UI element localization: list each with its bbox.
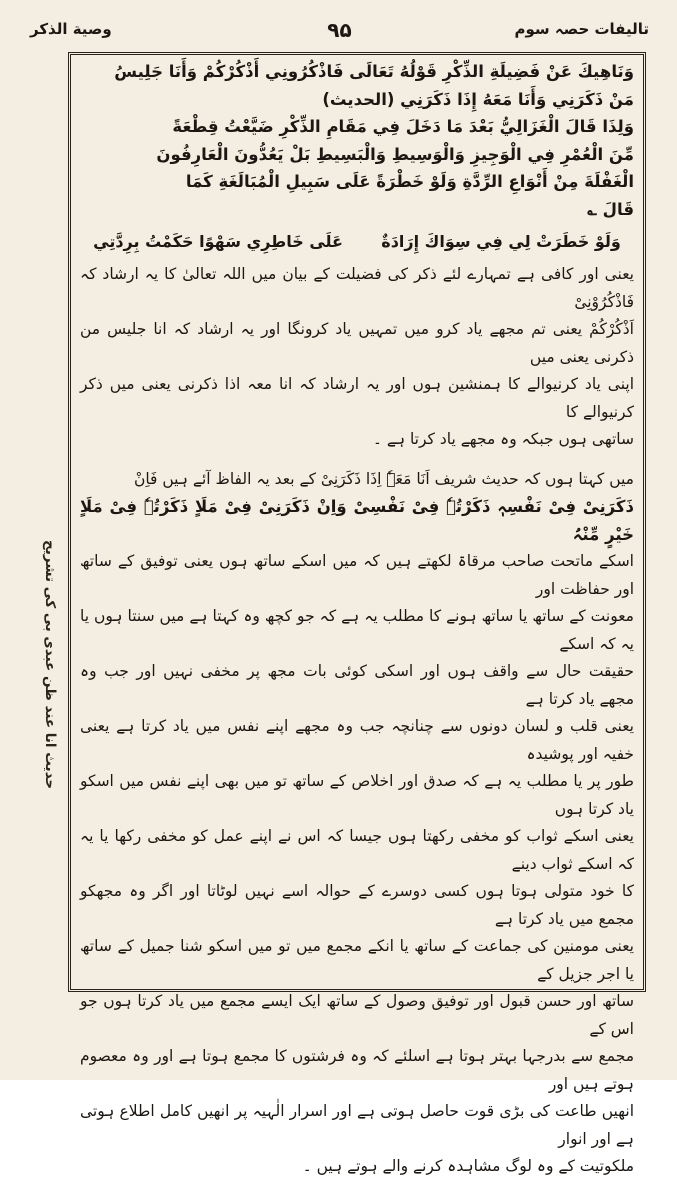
margin-note: حدیث انا عند ظن عبدی بی کی تشریح [42, 540, 58, 790]
text-line: انھیں طاعت کی بڑی قوت حاصل ہوتی ہے اور اسرار الٰہیہ پر انھیں کامل اطلاع ہوتی ہے اور انوار [80, 1102, 634, 1148]
text-line: یعنی اور کافی ہے تمہارے لئے ذکر کی فضیلت کے بیان میں اللہ تعالیٰ کا یہ ارشاد کہ فَاذْکُرُوْنِیْ [80, 265, 634, 311]
page-header [30, 18, 649, 52]
text-line: ساتھ اور حسن قبول اور توفیق وصول کے ساتھ ایک ایسے مجمع میں یاد کرتا ہوں جو اس کے [80, 992, 634, 1038]
text-line: اسکے ماتحت صاحب مرقاۃ لکھتے ہیں کہ میں اسکے ساتھ ہوں یعنی توفیق کے ساتھ اور حفاظت اور [80, 552, 634, 598]
text-line: اَذْکُرْکُمْ یعنی تم مجھے یاد کرو میں تمہیں یاد کرونگا اور یہ ارشاد کہ انا جلیس من ذکرنی یعنی میں [80, 320, 634, 366]
verse-first-hemistich: وَلَوْ خَطَرَتْ لِي فِي سِوَاكَ إِرَادَةٌ [381, 232, 621, 251]
text-line: کا خود متولی ہوتا ہوں کسی دوسرے کے حوالہ اسے نہیں لوٹاتا اور اگر وہ مجھکو مجمع میں یاد کرتا ہے [80, 882, 634, 928]
text-line: یعنی اسکے ثواب کو مخفی رکھتا ہوں جیسا کہ اس نے اپنے عمل کو مخفی رکھا یا یہ کہ اسکے ثواب دینے [80, 827, 634, 873]
poetry-verse [74, 223, 640, 261]
text-line: ملکوتیت کے وہ لوگ مشاہدہ کرنے والے ہوتے ہیں ۔ [302, 1157, 634, 1175]
arabic-line: قَالَ ؎ [587, 199, 634, 219]
arabic-line: مِّنَ الْعُمْرِ فِي الْوَجِيزِ وَالْوَسِيطِ وَالْبَسِيطِ بَلْ يَعُدُّونَ الْعَارِفُونَ [156, 144, 634, 164]
text-line: مجمع سے بدرجہا بہتر ہوتا ہے اسلئے کہ وہ فرشتوں کا مجمع ہوتا ہے اور وہ معصوم ہوتے ہیں اور [80, 1047, 634, 1093]
text-line: معونت کے ساتھ یا ساتھ ہونے کا مطلب یہ ہے کہ جو کچھ وہ کہتا ہے میں سنتا ہوں یا یہ کہ اسکے [80, 607, 634, 653]
verse-second-hemistich: عَلَى خَاطِرِي سَهْوًا حَكَمْتُ بِرِدَّتِي [93, 232, 343, 251]
text-line: یعنی مومنین کی جماعت کے ساتھ یا انکے مجمع میں تو میں اسکو شنا جمیل کے ساتھ یا اجر جزیل کے [80, 937, 634, 983]
arabic-line: وَنَاهِيكَ عَنْ فَضِيلَةِ الذِّكْرِ قَوْلُهُ تَعَالَى فَاذْكُرُونِي أَذْكُرْكُمْ وَأَنَا جَلِيسُ [114, 62, 634, 81]
text-line: میں کہتا ہوں کہ حدیث شریف اَنَا مَعَہٗ اِذَا ذَکَرَنِیْ کے بعد یہ الفاظ آئے ہیں فَاِنْ [133, 469, 634, 488]
arabic-line: وَلِذَا قَالَ الْغَزَالِيُّ بَعْدَ مَا دَخَلَ فِي مَقَامِ الذِّكْرِ ضَيَّعْتُ قِطْعَةً [172, 117, 634, 136]
main-text [74, 58, 640, 1181]
chapter-title: وصیة الذکر [30, 20, 112, 38]
text-line: اپنی یاد کرنیوالے کا ہمنشین ہوں اور یہ ارشاد کہ انا معہ اذا ذکرنی یعنی میں ذکر کرنیوالے کا [80, 375, 634, 421]
arabic-line: الْغَفْلَةَ مِنْ أَنْوَاعِ الرِّدَّةِ وَلَوْ خَطْرَةً عَلَى سَبِيلِ الْمُبَالَغَةِ كَمَا [185, 172, 634, 191]
text-line: حقیقت حال سے واقف ہوں اور اسکی کوئی بات مجھ پر مخفی نہیں اور جب وہ مجھے یاد کرتا ہے [80, 662, 634, 708]
text-line: ساتھی ہوں جبکہ وہ مجھے یاد کرتا ہے ۔ [372, 430, 634, 448]
text-line: طور پر یا مطلب یہ ہے کہ صدق اور اخلاص کے ساتھ تو میں بھی اپنے نفس میں اسکو یاد کرتا ہوں [80, 772, 634, 818]
hadith-line: ذَکَرَنِیْ فِیْ نَفْسِہٖ ذَکَرْتُہٗ فِیْ نَفْسِیْ وَاِنْ ذَکَرَنِیْ فِیْ مَلَاٍ ذَکَرْتُہٗ فِیْ مَلَاٍ خَیْرٍ مِّنْہُ [80, 497, 634, 544]
page-number: ۹۵ [327, 18, 352, 42]
text-line: یعنی قلب و لسان دونوں سے چنانچہ جب وہ مجھے اپنے نفس میں یاد کرتا ہے یعنی خفیہ اور پوشیدہ [80, 717, 634, 763]
book-title: تالیفات حصہ سوم [514, 20, 649, 38]
arabic-line: مَنْ ذَكَرَنِي وَأَنَا مَعَهُ إِذَا ذَكَرَنِي (الحديث) [322, 89, 634, 109]
